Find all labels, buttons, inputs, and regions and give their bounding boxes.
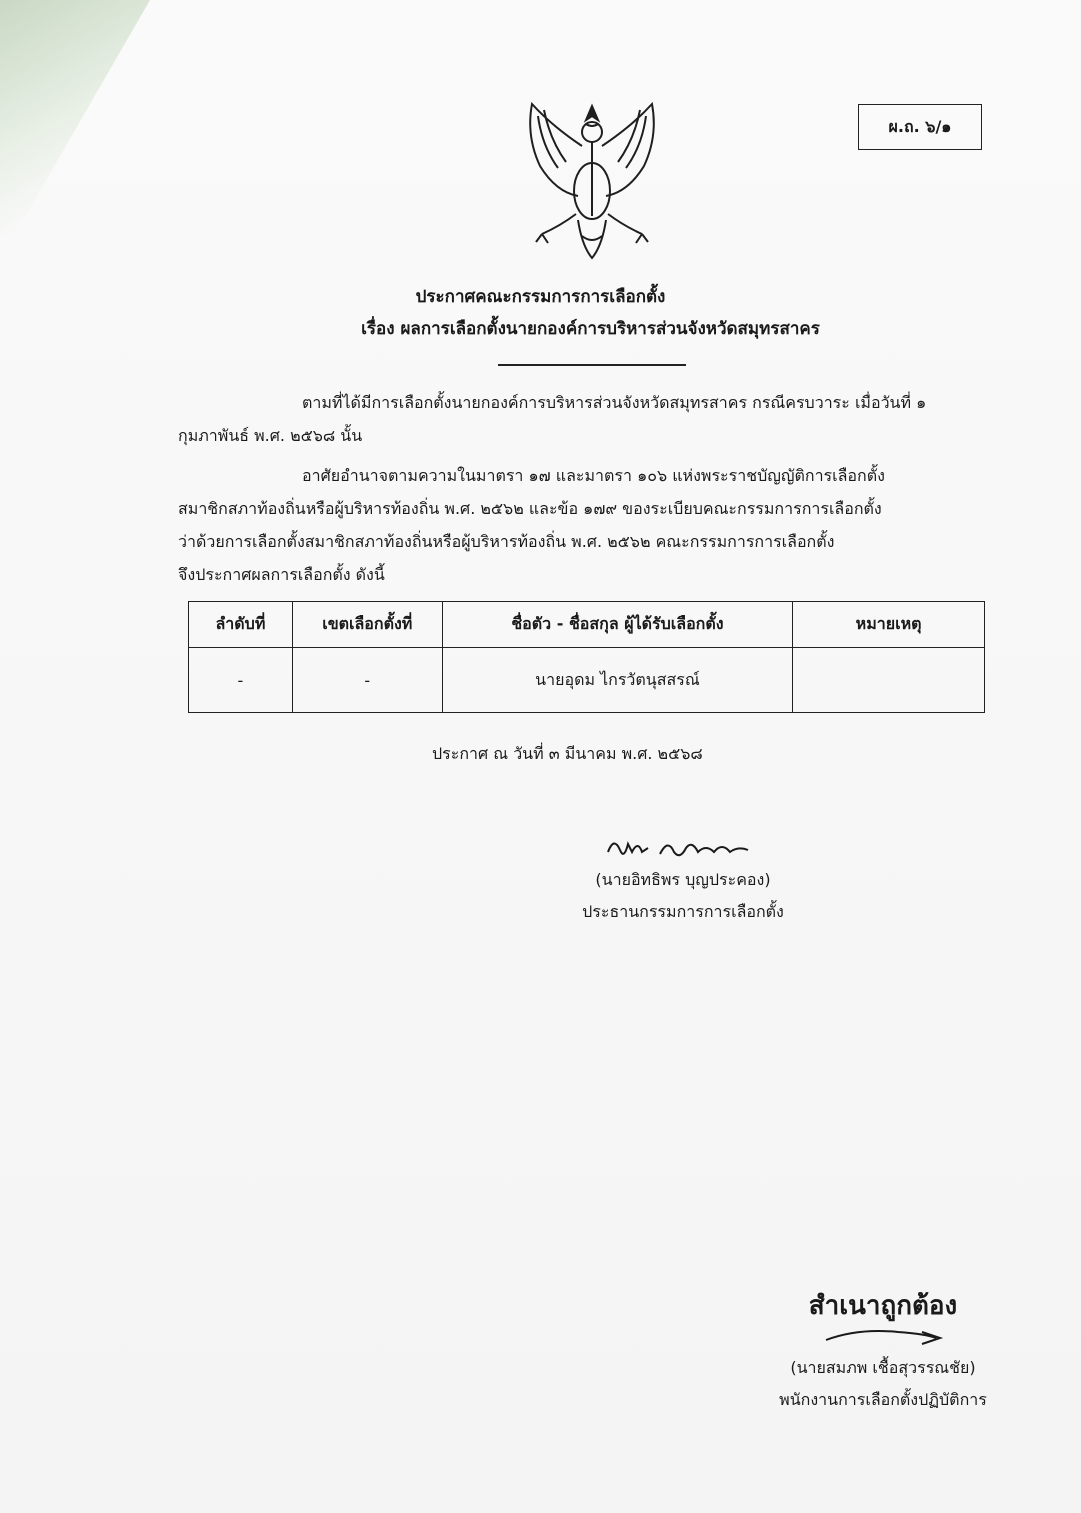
title-divider bbox=[498, 364, 686, 366]
election-results-table bbox=[188, 601, 985, 713]
paragraph-2 bbox=[178, 459, 990, 591]
document-title: ประกาศคณะกรรมการการเลือกตั้ง bbox=[415, 287, 666, 307]
certifier-position: พนักงานการเลือกตั้งปฏิบัติการ bbox=[779, 1390, 987, 1409]
document-subject: เรื่อง ผลการเลือกตั้งนายกองค์การบริหารส่วนจังหวัดสมุทรสาคร bbox=[361, 319, 820, 339]
paragraph-1 bbox=[178, 386, 990, 452]
header-order: ลำดับที่ bbox=[189, 602, 293, 648]
announce-date: ประกาศ ณ วันที่ ๓ มีนาคม พ.ศ. ๒๕๖๘ bbox=[432, 744, 703, 763]
paragraph-line: กุมภาพันธ์ พ.ศ. ๒๕๖๘ นั้น bbox=[178, 426, 363, 445]
cell-district: - bbox=[292, 648, 442, 713]
paragraph-line: อาศัยอำนาจตามความในมาตรา ๑๗ และมาตรา ๑๐๖ แห่งพระราชบัญญัติการเลือกตั้ง bbox=[302, 466, 885, 485]
header-elected-name: ชื่อตัว - ชื่อสกุล ผู้ได้รับเลือกตั้ง bbox=[442, 602, 792, 648]
chairman-position: ประธานกรรมการการเลือกตั้ง bbox=[582, 902, 784, 921]
certification-block bbox=[748, 1290, 1018, 1416]
form-code: ผ.ถ. ๖/๑ bbox=[888, 116, 952, 136]
paragraph-line: จึงประกาศผลการเลือกตั้ง ดังนี้ bbox=[178, 565, 385, 584]
chairman-name: (นายอิทธิพร บุญประคอง) bbox=[595, 870, 771, 889]
handwritten-signature bbox=[598, 830, 768, 864]
handwritten-signature bbox=[818, 1322, 948, 1352]
cell-elected-name: นายอุดม ไกรวัตนุสสรณ์ bbox=[442, 648, 792, 713]
table-header-row bbox=[189, 602, 985, 648]
form-code-box bbox=[858, 104, 982, 150]
table-row bbox=[189, 648, 985, 713]
paragraph-line: ว่าด้วยการเลือกตั้งสมาชิกสภาท้องถิ่นหรือผู้บริหารท้องถิ่น พ.ศ. ๒๕๖๒ คณะกรรมการการเลือกตั้ง bbox=[178, 532, 835, 551]
certified-copy-text: สำเนาถูกต้อง bbox=[808, 1291, 958, 1321]
header-remarks: หมายเหตุ bbox=[793, 602, 985, 648]
paragraph-line: สมาชิกสภาท้องถิ่นหรือผู้บริหารท้องถิ่น พ.ศ. ๒๕๖๒ และข้อ ๑๗๙ ของระเบียบคณะกรรมการการเลือกตั้ง bbox=[178, 499, 882, 518]
garuda-emblem-icon bbox=[512, 96, 672, 268]
cell-remarks bbox=[793, 648, 985, 713]
paragraph-line: ตามที่ได้มีการเลือกตั้งนายกองค์การบริหารส่วนจังหวัดสมุทรสาคร กรณีครบวาระ เมื่อวันที่ ๑ bbox=[302, 393, 927, 412]
chairman-signature-block bbox=[560, 830, 806, 928]
cell-order: - bbox=[189, 648, 293, 713]
header-district: เขตเลือกตั้งที่ bbox=[292, 602, 442, 648]
certifier-name: (นายสมภพ เชื้อสุวรรณชัย) bbox=[790, 1358, 976, 1377]
